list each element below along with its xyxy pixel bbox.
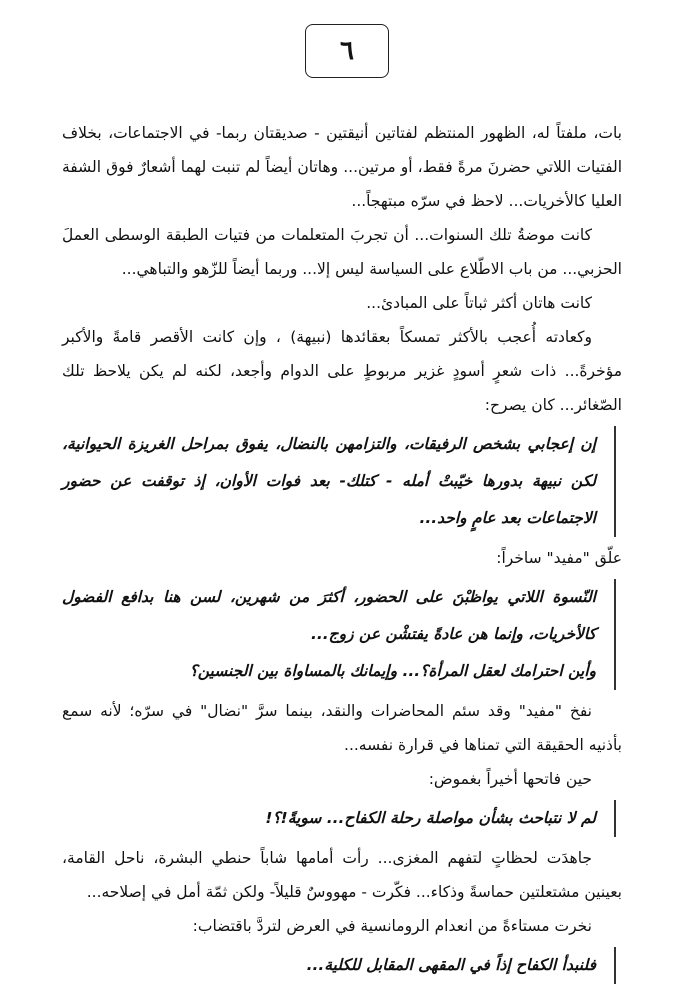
paragraph: جاهدَت لحظاتٍ لتفهم المغزى... رأت أمامها شاباً حنطي البشرة، ناحل القامة، بعينين مشتعلتين حماسةً وذكاء... فكّرت - مهووسٌ قليلاً- ولكن ثمّة أمل في إصلاحه... [62,849,622,901]
paragraph: حين فاتحها أخيراً بغموض: [428,770,592,788]
block-quote [62,579,616,690]
block-quote [62,426,616,537]
paragraph: نفخ "مفيد" وقد سئم المحاضرات والنقد، بينما سرَّ "نضال" في سرّه؛ لأنه سمع بأذنيه الحقيقة التي تمناها في قرارة نفسه... [62,702,622,754]
paragraph: كانت موضةُ تلك السنوات... أن تجربَ المتعلمات من فتيات الطبقة الوسطى العملَ الحزبي... من باب الاطّلاع على السياسة ليس إلا... وربما أيضاً للزّهو والتباهي... [62,226,622,278]
block-quote [62,947,616,984]
quote-text: لم لا نتباحث بشأن مواصلة رحلة الكفاح... سويةً!؟! [265,809,596,827]
page-number [305,24,389,78]
page-body [62,116,622,988]
quote-text: إن إعجابي بشخص الرفيقات، والتزامهن بالنضال، يفوق بمراحل الغريزة الحيوانية، لكن نبيهة بدورها خيّبتْ أمله - كتلك- بعد فوات الأوان، إذ توقفت عن حضور الاجتماعات بعد عامٍ واحد... [62,435,596,527]
block-quote [62,800,616,837]
paragraph: نخرت مستاءةً من انعدام الرومانسية في العرض لتردَّ باقتضاب: [192,917,592,935]
paragraph: وكعادته أُعجب بالأكثر تمسكاً بعقائدها (نبيهة) ، وإن كانت الأقصر قامةً والأكبر مؤخرةً... ذات شعرٍ أسودٍ غزير مربوطٍ على الدوام وأجعد، لكنه لم يكن يلاحظ تلك الصّغائر... كان يصرح: [62,328,622,414]
paragraph: علّق "مفيد" ساخراً: [496,549,622,567]
quote-text: النّسوة اللاتي يواظبْنَ على الحضور، أكثرَ من شهرين، لسن هنا بدافع الفضول كالأخريات، وإنما هن عادةً يفتشْن عن زوج... [62,588,596,643]
page-number-text: ٦ [340,36,354,66]
paragraph: بات، ملفتاً له، الظهور المنتظم لفتاتين أنيقتين - صديقتان ربما- في الاجتماعات، بخلاف الفتيات اللاتي حضرنَ مرةً فقط، أو مرتين... وهاتان أيضاً لم تنبت لهما أشعارٌ فوق الشفة العليا كالأخريات... لاحظ في سرّه مبتهجاً... [62,124,622,210]
paragraph: كانت هاتان أكثر ثباتاً على المبادئ... [366,294,592,312]
quote-text: فلنبدأ الكفاح إذاً في المقهى المقابل للكلية... [306,956,596,974]
quote-text: وأين احترامك لعقل المرأة؟... وإيمانك بالمساواة بين الجنسين؟ [189,662,596,680]
